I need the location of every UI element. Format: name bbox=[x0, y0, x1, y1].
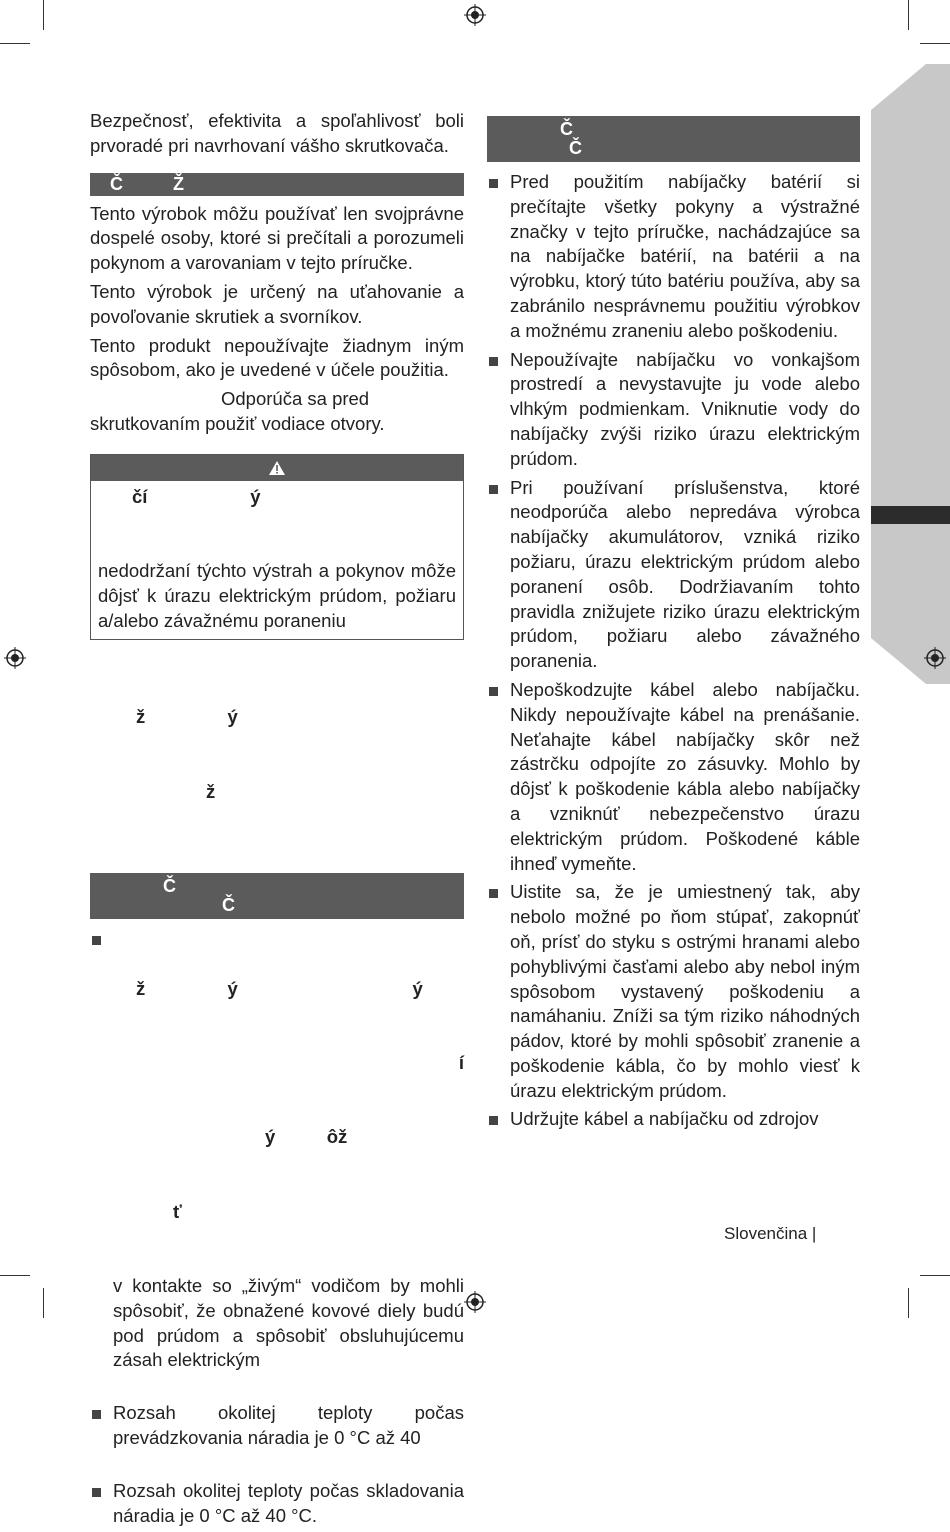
side-tab bbox=[871, 418, 950, 436]
warning-header bbox=[91, 455, 463, 481]
safety-list bbox=[90, 927, 464, 1529]
side-tab bbox=[871, 374, 950, 392]
crop-mark bbox=[43, 0, 44, 30]
list-item-text: Udržujte kábel a nabíjačku od zdrojov bbox=[510, 1108, 819, 1130]
charger-safety-list bbox=[487, 170, 860, 1132]
heading-line: Č bbox=[560, 119, 573, 139]
side-tab bbox=[871, 110, 950, 128]
warning-text: nedodržaní týchto výstrah a pokynov môže dôjsť k úrazu elektrickým prúdom, požiaru a/alebo závažnému poraneniu bbox=[98, 560, 456, 631]
side-tab-active bbox=[871, 506, 950, 524]
side-tab bbox=[871, 198, 950, 216]
paragraph: Tento produkt nepoužívajte žiadnym iným spôsobom, ako je uvedené v účele použitia. bbox=[90, 334, 464, 381]
side-tab bbox=[871, 242, 950, 260]
side-tab bbox=[871, 308, 950, 326]
crop-mark bbox=[43, 1288, 44, 1318]
bold-line: í bbox=[458, 1051, 464, 1073]
bullet-icon bbox=[489, 357, 498, 366]
registration-mark-icon bbox=[924, 647, 946, 669]
list-item-text: Nepoškodzujte kábel alebo nabíjačku. Nikdy nepoužívajte kábel na prenášanie. Neťahajte kábel nabíjačky skôr než zástrčku odpojíte zo zásuvky. Mohlo by dôjsť k poškodenie kábla alebo nabíjačky a vzniknúť nebezpečenstvo úrazu elektrickým prúdom. Poškodené káble ihneď vymeňte. bbox=[510, 678, 860, 874]
paragraph-line: Odporúča sa pred bbox=[221, 388, 370, 410]
list-item-text: Nepoužívajte nabíjačku vo vonkajšom prostredí a nevystavujte ju vode alebo vlhkým podmienkam. Vniknutie vody do nabíjačky zvýši riziko úrazu elektrickým prúdom. bbox=[510, 348, 860, 469]
crop-mark bbox=[920, 1275, 950, 1276]
side-tab bbox=[871, 572, 950, 590]
footer-language: Slovenčina | bbox=[724, 1224, 817, 1243]
side-tab bbox=[871, 440, 950, 458]
bullet-icon bbox=[92, 1410, 101, 1419]
paragraph: Tento výrobok môžu používať len svojprávne dospelé osoby, ktoré si prečítali a porozumeli pokynom a varovaniam v tejto príručke. bbox=[90, 202, 464, 274]
list-item bbox=[487, 1107, 860, 1132]
warning-triangle-icon bbox=[268, 460, 286, 476]
bold-line: ž bbox=[206, 780, 216, 802]
side-tab bbox=[871, 220, 950, 238]
side-tab bbox=[871, 550, 950, 568]
side-tab bbox=[871, 286, 950, 304]
list-item-text: Pri používaní príslušenstva, ktoré neodporúča alebo nepredáva výrobca nabíjačky akumulátorov, vzniká riziko požiaru, úrazu elektrickým prúdom alebo poranení osôb. Dodržiavaním tohto pravidla znižujete riziko úrazu elektrickým prúdom, požiaru alebo závažného poranenia. bbox=[510, 476, 860, 672]
side-tab bbox=[871, 330, 950, 348]
warning-bold-line: čí ý bbox=[132, 485, 261, 507]
list-item bbox=[90, 1401, 464, 1451]
section-heading-charger bbox=[487, 116, 860, 162]
list-item bbox=[90, 1479, 464, 1529]
crop-mark bbox=[0, 43, 30, 44]
list-item-text: Rozsah okolitej teploty počas skladovania náradia je 0 °C až 40 °C. bbox=[113, 1479, 464, 1526]
side-tab bbox=[871, 594, 950, 612]
section-heading-safety bbox=[90, 873, 464, 919]
bullet-icon bbox=[489, 485, 498, 494]
side-tab bbox=[871, 616, 950, 634]
list-item bbox=[487, 348, 860, 472]
bullet-icon bbox=[489, 1116, 498, 1125]
section-heading-intended-use: Č Ž bbox=[90, 173, 464, 196]
list-item bbox=[487, 170, 860, 344]
side-tab bbox=[871, 528, 950, 546]
bold-line: ž ý ý bbox=[136, 977, 423, 999]
crop-mark bbox=[908, 0, 909, 30]
bullet-icon bbox=[489, 889, 498, 898]
side-tabs bbox=[871, 110, 950, 638]
side-tab bbox=[871, 176, 950, 194]
list-item-text: Rozsah okolitej teploty počas prevádzkovania náradia je 0 °C až 40 bbox=[113, 1402, 464, 1449]
bullet-icon bbox=[489, 687, 498, 696]
registration-mark-icon bbox=[4, 647, 26, 669]
heading-line: Č bbox=[222, 894, 235, 915]
bold-line: ý ôž bbox=[265, 1126, 348, 1148]
warning-box bbox=[90, 454, 464, 640]
heading-line: Č bbox=[163, 875, 176, 896]
crop-mark bbox=[0, 1275, 30, 1276]
list-item bbox=[90, 927, 464, 1373]
list-item-text: v kontakte so „živým“ vodičom by mohli spôsobiť, že obnažené kovové diely budú pod prúdom a spôsobiť obsluhujúcemu zásah elektrickým bbox=[113, 1275, 464, 1371]
list-item-text: Pred použitím nabíjačky batérií si prečítajte všetky pokyny a výstražné značky v tejto príručke, nachádzajúce sa na nabíjačke batérií, na batérii a na výrobku, ktorý túto batériu používa, aby sa zabránilo nesprávnemu použitiu výrobkov a možnému zraneniu alebo poškodeniu. bbox=[510, 171, 860, 341]
bold-line: ť bbox=[173, 1200, 182, 1222]
crop-mark bbox=[920, 43, 950, 44]
bullet-icon bbox=[92, 1488, 101, 1497]
paragraph-line: skrutkovaním použiť vodiace otvory. bbox=[90, 412, 385, 434]
intro-paragraph: Bezpečnosť, efektivita a spoľahlivosť boli prvoradé pri navrhovaní vášho skrutkovača. bbox=[90, 110, 464, 156]
list-item bbox=[487, 476, 860, 674]
paragraph bbox=[90, 387, 464, 437]
paragraph: Tento výrobok je určený na uťahovanie a povoľovanie skrutiek a svorníkov. bbox=[90, 280, 464, 327]
side-tab bbox=[871, 352, 950, 370]
list-item bbox=[487, 880, 860, 1103]
heading-line: Č bbox=[569, 138, 582, 158]
registration-mark-icon bbox=[464, 1291, 486, 1313]
bullet-icon bbox=[92, 936, 101, 945]
registration-mark-icon bbox=[464, 4, 486, 26]
side-tab bbox=[871, 462, 950, 480]
list-item-text: Uistite sa, že je umiestnený tak, aby nebolo možné po ňom stúpať, zakopnúť oň, prísť do styku s ostrými hranami alebo pohyblivými časťami alebo aby nebol iným spôsobom vystavený poškodeniu a namáhaniu. Zníži sa tým riziko náhodných pádov, ktoré by mohli spôsobiť zranenie a poškodenie kábla, čo by mohlo viesť k úrazu elektrickým prúdom. bbox=[510, 881, 860, 1101]
crop-mark bbox=[908, 1288, 909, 1318]
bullet-icon bbox=[489, 179, 498, 188]
side-tab bbox=[871, 484, 950, 502]
side-tab bbox=[871, 132, 950, 150]
bold-line: ž ý bbox=[136, 706, 238, 728]
side-tab bbox=[871, 396, 950, 414]
list-item bbox=[487, 678, 860, 876]
side-tab bbox=[871, 264, 950, 282]
side-tab bbox=[871, 154, 950, 172]
left-column bbox=[90, 109, 464, 1532]
right-column bbox=[487, 116, 860, 1136]
